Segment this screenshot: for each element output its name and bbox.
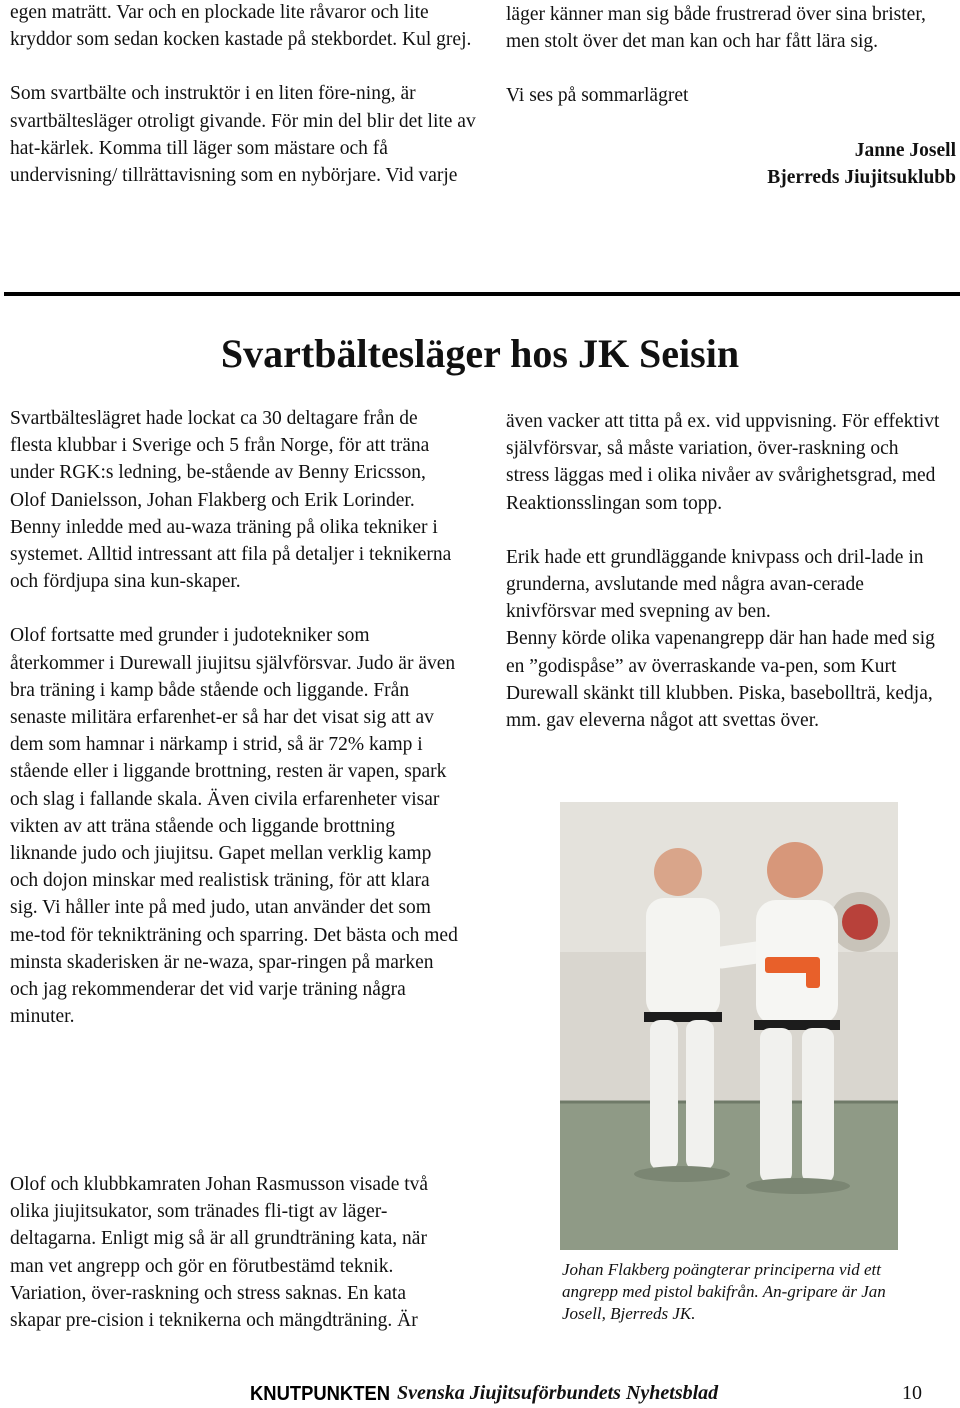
article-paragraph-2: Benny inledde med au-waza träning på olika tekniker i systemet. Alltid intressant att fila på detaljer i teknikerna och fördjupa sina kun-skaper. — [10, 516, 452, 593]
photo-caption: Johan Flakberg poängterar principerna vid ett angrepp med pistol bakifrån. An-gripare är Jan Josell, Bjerreds JK. — [562, 1260, 886, 1323]
article-right-paragraph-3: Benny körde olika vapenangrepp där han hade med sig en ”godispåse” av överraskande va-pen, som Kurt Durewall skänkt till klubben. Piska, basebollträ, kedja, mm. gav eleverna något att svettas över. — [506, 628, 935, 732]
top-right-paragraph-2: Vi ses på sommarlägret — [506, 85, 689, 107]
article-left-column-bottom — [10, 1171, 460, 1334]
knutpunkten-logo — [250, 1380, 392, 1404]
section-divider — [4, 292, 960, 296]
article-right-paragraph-2: Erik hade ett grundläggande knivpass och dril-lade in grunderna, avslutande med några avan-cerade knivförsvar med svepning av ben. — [506, 546, 924, 623]
article-right-column — [506, 408, 946, 734]
publication-name: Svenska Jiujitsuförbundets Nyhetsblad — [397, 1382, 719, 1404]
signature-name: Janne Josell — [854, 139, 956, 161]
article-headline: Svartbältesläger hos JK Seisin — [220, 331, 740, 376]
top-left-paragraph-2: Som svartbälte och instruktör i en liten före-ning, är svartbältesläger otroligt givande. För min del blir det lite av hat-kärlek. Komma till läger som mästare och få undervisning/ tillrättavisning som en nybörjare. Vid varje — [10, 83, 476, 187]
page-footer — [250, 1378, 950, 1408]
article-right-paragraph-1: även vacker att titta på ex. vid uppvisning. För effektivt självförsvar, så måste variation, över-raskning och stress läggas med i olika nivåer av svårighetsgrad, med Reaktionsslingan som topp. — [506, 411, 940, 514]
article-paragraph-1: Svartbälteslägret hade lockat ca 30 deltagare från de flesta klubbar i Sverige och 5 från Norge, för att träna under RGK:s ledning, be-stående av Benny Ericsson, Olof Danielsson, Johan Flakberg och Erik Lorinder. — [10, 408, 430, 511]
top-right-paragraph-1: läger känner man sig både frustrerad över sina brister, men stolt över det man kan och har fått lära sig. — [506, 4, 926, 53]
jiujitsu-photo — [560, 802, 898, 1250]
signature-club: Bjerreds Jiujitsuklubb — [767, 166, 956, 188]
article-paragraph-3: Olof fortsatte med grunder i judotekniker som återkommer i Durewall jiujitsu självförsvar. Judo är även bra träning i kamp både stående och liggande. Från senaste militära erfarenhet-er så har det visat sig att av dem som hamnar i närkamp i strid, så är 72% kamp i stående eller i liggande brottning, resten är vapen, spark och slag i fallande skala. Även civila erfarenheter visar vikten av att träna stående och liggande brottning liknande judo och jiujitsu. Gapet mellan verklig kamp och dojon minskar med realistisk träning, för att klara sig. Vi håller inte på med judo, utan använder det som me-tod för teknikträning och sparring. Det bästa och med minsta skaderisken är ne-waza, spar-ringen på marken och jag rekommenderar det vid varje träning några minuter. — [10, 625, 458, 1028]
top-left-column — [10, 0, 480, 189]
top-left-paragraph-1: egen maträtt. Var och en plockade lite råvaror och lite kryddor som sedan kocken kastade på stekbordet. Kul grej. — [10, 2, 472, 51]
article-left-column — [10, 405, 460, 1030]
article-paragraph-4: Olof och klubbkamraten Johan Rasmusson visade två olika jiujitsukator, som tränades fli-tigt av läger- deltagarna. Enligt mig så är all grundträning kata, när man vet angrepp och gör en förutbestämd teknik. Variation, över-raskning och stress saknas. En kata skapar pre-cision i teknikerna och mängdträning. Är — [10, 1174, 429, 1332]
top-right-column — [506, 1, 956, 191]
page-number: 10 — [902, 1382, 922, 1404]
photo-illustration-icon — [560, 802, 898, 1250]
svg-text:KNUTPUNKTEN: KNUTPUNKTEN — [250, 1383, 390, 1404]
